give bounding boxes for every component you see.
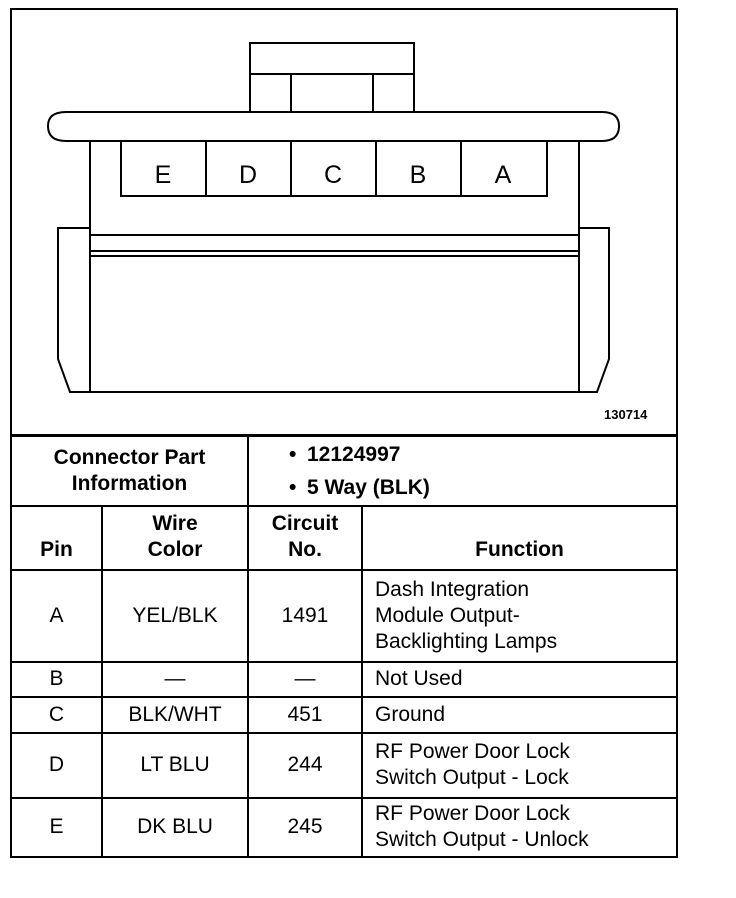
table-row (12, 697, 676, 733)
table-row (12, 733, 676, 798)
connector-type: • 5 Way (BLK) (249, 471, 676, 504)
circuit-cell: 244 (248, 733, 362, 798)
circuit-cell: 451 (248, 697, 362, 733)
pin-label-a: A (494, 161, 512, 189)
function-cell: Not Used (362, 662, 676, 697)
circuit-cell: 245 (248, 798, 362, 856)
table-row (12, 662, 676, 697)
header-row (12, 506, 676, 570)
function-cell: Ground (362, 697, 676, 733)
header-pin: Pin (12, 506, 102, 570)
left-tab (58, 228, 90, 392)
pin-label-c: C (323, 161, 343, 189)
connector-info-label: Connector Part Information (12, 436, 248, 506)
function-cell: RF Power Door Lock Switch Output - Lock (362, 733, 676, 798)
circuit-cell: 1491 (248, 570, 362, 662)
pin-cell: C (12, 697, 102, 733)
connector-info-items (248, 436, 676, 506)
wire-color-cell: LT BLU (102, 733, 248, 798)
wire-color-cell: — (102, 662, 248, 697)
header-wire-color: Wire Color (102, 506, 248, 570)
pin-label-b: B (409, 161, 427, 189)
pin-label-e: E (154, 161, 172, 189)
wire-color-cell: BLK/WHT (102, 697, 248, 733)
table-row (12, 570, 676, 662)
header-function: Function (362, 506, 676, 570)
pin-label-d: D (238, 161, 258, 189)
wire-color-cell: YEL/BLK (102, 570, 248, 662)
right-tab (579, 228, 609, 392)
function-cell: RF Power Door Lock Switch Output - Unlock (362, 798, 676, 856)
connector-diagram (12, 10, 676, 434)
part-number: • 12124997 (249, 438, 676, 471)
function-cell: Dash Integration Module Output- Backlighting Lamps (362, 570, 676, 662)
wire-color-cell: DK BLU (102, 798, 248, 856)
connector-info-row (12, 436, 676, 506)
figure-id: 130714 (604, 407, 648, 422)
header-circuit: Circuit No. (248, 506, 362, 570)
connector-sheet (10, 8, 678, 858)
top-flange (48, 112, 619, 141)
table-row (12, 798, 676, 856)
pin-cell: A (12, 570, 102, 662)
pin-cell: E (12, 798, 102, 856)
connector-table (12, 434, 676, 856)
connector-drawing (12, 10, 676, 434)
circuit-cell: — (248, 662, 362, 697)
pin-cell: D (12, 733, 102, 798)
pin-cell: B (12, 662, 102, 697)
latch (250, 43, 414, 112)
